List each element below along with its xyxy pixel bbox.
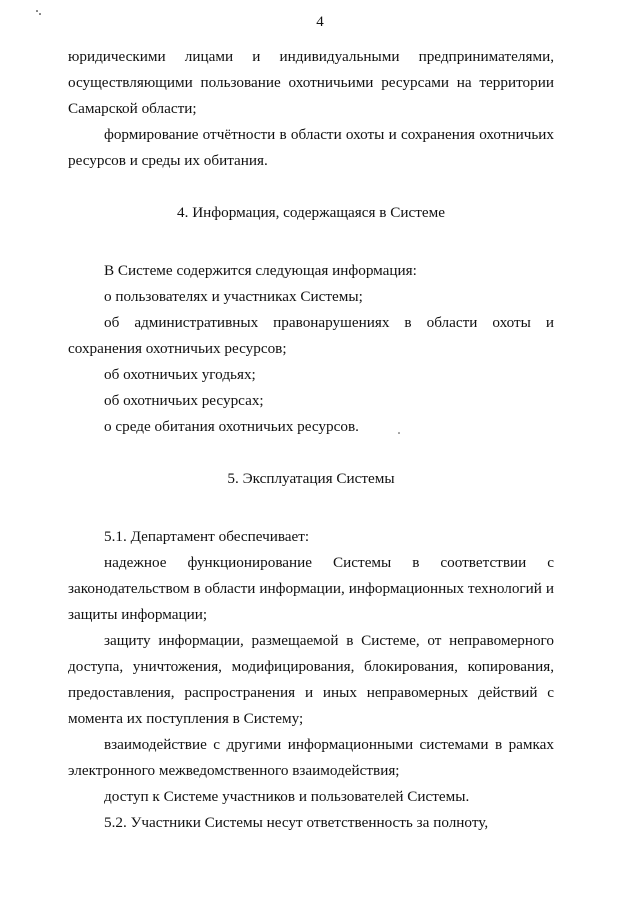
section-heading: 4. Информация, содержащаяся в Системе: [177, 204, 445, 221]
paragraph: 5.2. Участники Системы несут ответственность за полноту,: [104, 814, 489, 831]
paragraph: формирование отчётности в области охоты и сохранения охотничьих ресурсов и среды их обитания.: [68, 126, 554, 169]
list-item: надежное функционирование Системы в соответствии с законодательством в области информации, информационных технологий и защиты информации;: [68, 554, 554, 623]
paragraph: юридическими лицами и индивидуальными предпринимателями, осуществляющими пользование охотничьими ресурсами на территории Самарской области;: [68, 48, 554, 117]
document-body: [68, 44, 554, 836]
list-item: защиту информации, размещаемой в Системе, от неправомерного доступа, уничтожения, модифицирования, блокирования, копирования, предоставления, распространения и иных неправомерных действий с момента их поступления в Систему;: [68, 632, 554, 727]
list-item: доступ к Системе участников и пользователей Системы.: [104, 788, 470, 805]
paragraph: В Системе содержится следующая информация:: [104, 262, 417, 279]
list-item: взаимодействие с другими информационными системами в рамках электронного межведомственного взаимодействия;: [68, 736, 554, 779]
list-item: о пользователях и участниках Системы;: [104, 288, 363, 305]
page-number: 4: [316, 14, 324, 30]
list-item: об административных правонарушениях в области охоты и сохранения охотничьих ресурсов;: [68, 314, 554, 357]
paragraph: 5.1. Департамент обеспечивает:: [104, 528, 310, 545]
list-item: о среде обитания охотничьих ресурсов.: [104, 418, 359, 435]
section-heading: 5. Эксплуатация Системы: [227, 470, 395, 487]
list-item: об охотничьих угодьях;: [104, 366, 256, 383]
list-item: об охотничьих ресурсах;: [104, 392, 264, 409]
